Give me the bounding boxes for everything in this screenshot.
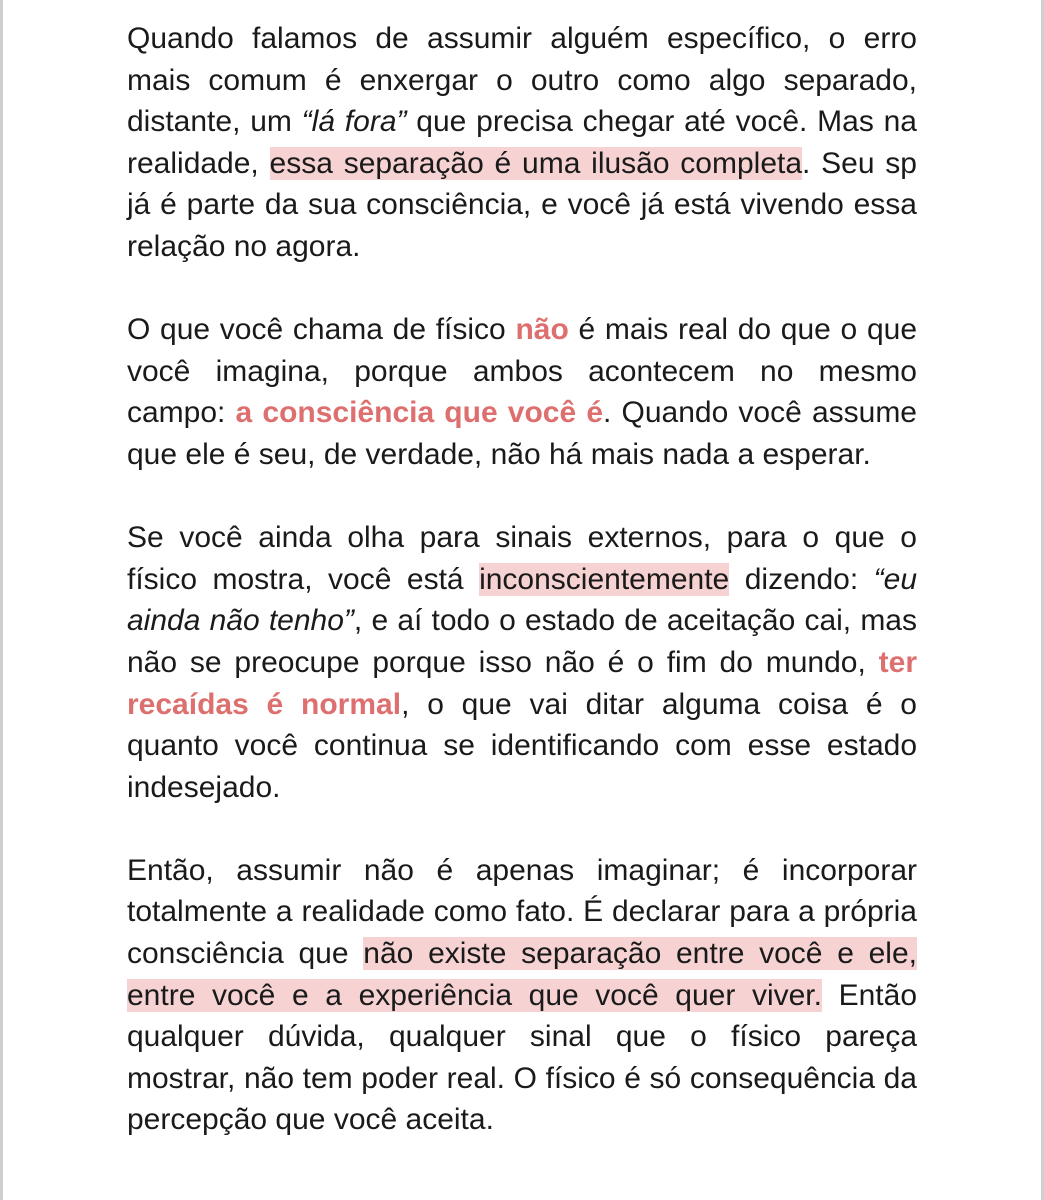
text-run: Se você ainda olha para sinais externos, para o que o físico mostra, você está (127, 521, 917, 596)
text-run: , e aí todo o estado de aceitação cai, mas não se preocupe porque isso não é o fim do mundo, (127, 604, 917, 679)
text-run: que precisa chegar até você. Mas na realidade, (127, 105, 917, 180)
text-run: Então qualquer dúvida, qualquer sinal que o físico pareça mostrar, não tem poder real. O físico é só consequência da percepção que você aceita. (127, 978, 918, 1137)
highlighted-phrase: inconscientemente (479, 562, 730, 596)
document-body (127, 18, 917, 1183)
emphasized-phrase: ter recaídas é normal (127, 645, 917, 721)
page-left-border (0, 0, 3, 1200)
text-run: , o que vai ditar alguma coisa é o quanto você continua se identificando com esse estado indesejado. (127, 687, 917, 804)
paragraph-2 (127, 309, 917, 475)
italic-quote: “lá fora” (301, 105, 407, 139)
highlighted-phrase: não existe separação entre você e ele, entre você e a experiência que você quer viver. (127, 937, 917, 1012)
text-run: Então, assumir não é apenas imaginar; é incorporar totalmente a realidade como fato. É declarar para a própria consciência que (127, 853, 917, 971)
italic-quote: “eu ainda não tenho” (127, 562, 917, 638)
emphasized-phrase: não (515, 313, 569, 347)
text-run: . Seu sp já é parte da sua consciência, e você já está vivendo essa relação no agora. (127, 146, 917, 263)
emphasized-phrase: a consciência que você é (235, 396, 604, 430)
paragraph-4 (127, 850, 917, 1141)
text-run: O que você chama de físico (127, 313, 516, 347)
paragraph-1 (127, 18, 917, 268)
text-run: é mais real do que o que você imagina, porque ambos acontecem no mesmo campo: (127, 313, 918, 430)
text-run: Quando falamos de assumir alguém específico, o erro mais comum é enxergar o outro como algo separado, distante, um (127, 22, 917, 139)
text-run: dizendo: (729, 562, 874, 596)
highlighted-phrase: essa separação é uma ilusão completa (269, 146, 803, 180)
paragraph-3 (127, 517, 917, 808)
text-run: . Quando você assume que ele é seu, de verdade, não há mais nada a esperar. (127, 396, 917, 471)
